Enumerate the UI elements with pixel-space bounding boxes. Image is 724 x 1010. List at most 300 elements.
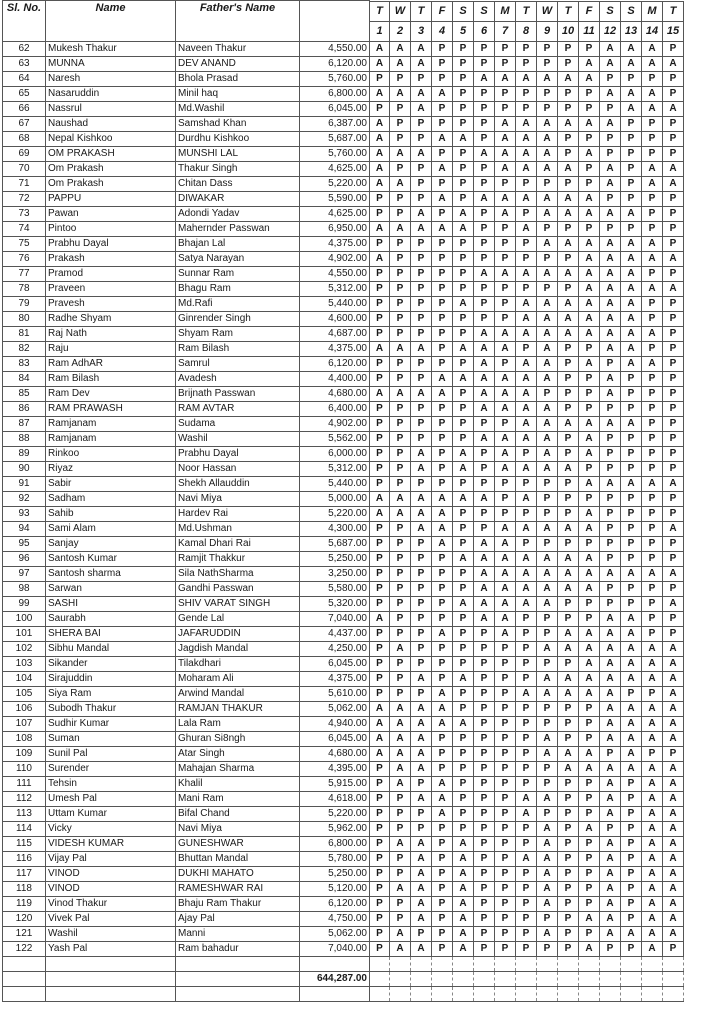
- attendance-cell: P: [370, 461, 390, 476]
- attendance-cell: A: [663, 101, 684, 116]
- attendance-cell: P: [370, 101, 390, 116]
- attendance-cell: A: [600, 791, 621, 806]
- amount-cell: 5,590.00: [300, 191, 370, 206]
- name-cell: PAPPU: [46, 191, 176, 206]
- attendance-cell: A: [516, 311, 537, 326]
- attendance-cell: A: [663, 56, 684, 71]
- table-row: [3, 671, 684, 686]
- table-row: [3, 611, 684, 626]
- name-cell: Prakash: [46, 251, 176, 266]
- amount-cell: 6,045.00: [300, 656, 370, 671]
- name-cell: Pravesh: [46, 296, 176, 311]
- attendance-cell: P: [495, 686, 516, 701]
- attendance-cell: P: [474, 881, 495, 896]
- attendance-cell: P: [453, 56, 474, 71]
- attendance-cell: P: [453, 431, 474, 446]
- name-cell: Naushad: [46, 116, 176, 131]
- weekday-header: W: [537, 1, 558, 21]
- attendance-cell: P: [390, 911, 411, 926]
- attendance-cell: A: [537, 71, 558, 86]
- amount-cell: 5,312.00: [300, 281, 370, 296]
- attendance-cell: P: [642, 611, 663, 626]
- attendance-cell: P: [558, 776, 579, 791]
- attendance-cell: P: [370, 521, 390, 536]
- table-row: [3, 431, 684, 446]
- attendance-cell: P: [621, 941, 642, 956]
- attendance-cell: P: [663, 626, 684, 641]
- attendance-cell: P: [474, 716, 495, 731]
- name-cell: Surender: [46, 761, 176, 776]
- amount-cell: 4,680.00: [300, 386, 370, 401]
- weekday-header: T: [516, 1, 537, 21]
- attendance-cell: P: [432, 41, 453, 56]
- attendance-cell: P: [558, 731, 579, 746]
- attendance-cell: P: [621, 881, 642, 896]
- father-name-cell: Atar Singh: [176, 746, 300, 761]
- attendance-cell: A: [474, 551, 495, 566]
- attendance-cell: P: [579, 41, 600, 56]
- attendance-cell: A: [411, 101, 432, 116]
- attendance-cell: A: [558, 191, 579, 206]
- name-cell: Sabir: [46, 476, 176, 491]
- attendance-cell: A: [474, 191, 495, 206]
- attendance-cell: P: [453, 386, 474, 401]
- attendance-rows: [3, 41, 684, 956]
- attendance-cell: A: [558, 296, 579, 311]
- father-name-cell: RAMESHWAR RAI: [176, 881, 300, 896]
- attendance-cell: A: [516, 461, 537, 476]
- name-cell: Pintoo: [46, 221, 176, 236]
- attendance-cell: A: [642, 236, 663, 251]
- attendance-cell: A: [495, 266, 516, 281]
- serial-number-cell: 101: [3, 626, 46, 641]
- attendance-cell: A: [537, 671, 558, 686]
- name-cell: OM PRAKASH: [46, 146, 176, 161]
- serial-number-cell: 103: [3, 656, 46, 671]
- attendance-cell: A: [600, 476, 621, 491]
- attendance-cell: A: [579, 686, 600, 701]
- attendance-cell: P: [411, 131, 432, 146]
- day-number-header: 15: [663, 21, 684, 41]
- attendance-cell: A: [621, 716, 642, 731]
- serial-number-cell: 118: [3, 881, 46, 896]
- attendance-cell: P: [370, 791, 390, 806]
- attendance-cell: A: [453, 371, 474, 386]
- attendance-cell: P: [516, 281, 537, 296]
- attendance-cell: A: [411, 761, 432, 776]
- attendance-cell: P: [600, 581, 621, 596]
- attendance-cell: P: [642, 461, 663, 476]
- attendance-cell: A: [453, 881, 474, 896]
- attendance-cell: A: [558, 566, 579, 581]
- attendance-cell: P: [411, 281, 432, 296]
- amount-cell: 5,580.00: [300, 581, 370, 596]
- attendance-cell: A: [579, 56, 600, 71]
- attendance-cell: P: [432, 731, 453, 746]
- name-cell: Ram Dev: [46, 386, 176, 401]
- attendance-cell: P: [642, 686, 663, 701]
- attendance-cell: P: [663, 311, 684, 326]
- attendance-cell: P: [600, 746, 621, 761]
- attendance-cell: P: [390, 806, 411, 821]
- serial-number-cell: 70: [3, 161, 46, 176]
- attendance-cell: P: [432, 461, 453, 476]
- attendance-cell: A: [579, 821, 600, 836]
- attendance-cell: P: [579, 716, 600, 731]
- attendance-cell: P: [453, 686, 474, 701]
- serial-number-cell: 122: [3, 941, 46, 956]
- attendance-cell: A: [642, 641, 663, 656]
- attendance-cell: A: [642, 806, 663, 821]
- attendance-cell: P: [621, 131, 642, 146]
- name-cell: Ram Bilash: [46, 371, 176, 386]
- attendance-cell: A: [432, 191, 453, 206]
- table-row: [3, 776, 684, 791]
- attendance-cell: P: [537, 656, 558, 671]
- attendance-cell: P: [642, 341, 663, 356]
- attendance-cell: P: [495, 641, 516, 656]
- attendance-cell: A: [621, 761, 642, 776]
- attendance-cell: P: [600, 131, 621, 146]
- attendance-cell: A: [516, 596, 537, 611]
- father-name-cell: Sunnar Ram: [176, 266, 300, 281]
- attendance-cell: P: [621, 146, 642, 161]
- attendance-cell: P: [642, 431, 663, 446]
- attendance-cell: A: [579, 236, 600, 251]
- name-cell: Saurabh: [46, 611, 176, 626]
- attendance-cell: A: [411, 491, 432, 506]
- father-name-cell: Adondi Yadav: [176, 206, 300, 221]
- attendance-cell: P: [453, 506, 474, 521]
- attendance-cell: A: [537, 416, 558, 431]
- attendance-cell: P: [411, 536, 432, 551]
- table-row: [3, 341, 684, 356]
- amount-cell: 4,902.00: [300, 416, 370, 431]
- attendance-cell: A: [558, 461, 579, 476]
- attendance-cell: A: [642, 701, 663, 716]
- attendance-cell: P: [621, 581, 642, 596]
- attendance-cell: P: [411, 176, 432, 191]
- attendance-cell: P: [370, 536, 390, 551]
- father-name-cell: Thakur Singh: [176, 161, 300, 176]
- attendance-cell: A: [474, 581, 495, 596]
- attendance-cell: P: [411, 476, 432, 491]
- table-row: [3, 281, 684, 296]
- table-row: [3, 656, 684, 671]
- attendance-cell: A: [537, 566, 558, 581]
- attendance-cell: A: [537, 266, 558, 281]
- attendance-cell: P: [453, 281, 474, 296]
- attendance-cell: A: [642, 731, 663, 746]
- attendance-cell: P: [370, 446, 390, 461]
- attendance-cell: P: [642, 311, 663, 326]
- table-row: [3, 356, 684, 371]
- attendance-cell: P: [474, 791, 495, 806]
- attendance-cell: P: [642, 266, 663, 281]
- attendance-cell: P: [663, 941, 684, 956]
- attendance-cell: A: [411, 746, 432, 761]
- name-cell: Sudhir Kumar: [46, 716, 176, 731]
- table-row: [3, 476, 684, 491]
- attendance-cell: A: [370, 131, 390, 146]
- attendance-cell: P: [663, 146, 684, 161]
- attendance-cell: P: [579, 851, 600, 866]
- serial-number-cell: 115: [3, 836, 46, 851]
- attendance-cell: P: [390, 671, 411, 686]
- attendance-cell: A: [663, 821, 684, 836]
- table-row: [3, 71, 684, 86]
- attendance-cell: P: [432, 71, 453, 86]
- serial-number-cell: 84: [3, 371, 46, 386]
- attendance-cell: A: [495, 146, 516, 161]
- attendance-cell: P: [537, 86, 558, 101]
- day-number-header: 10: [558, 21, 579, 41]
- attendance-cell: P: [411, 641, 432, 656]
- attendance-cell: P: [642, 521, 663, 536]
- attendance-cell: P: [370, 371, 390, 386]
- attendance-cell: A: [579, 266, 600, 281]
- attendance-cell: P: [516, 701, 537, 716]
- father-name-cell: Navi Miya: [176, 821, 300, 836]
- attendance-cell: P: [411, 251, 432, 266]
- attendance-cell: P: [474, 251, 495, 266]
- attendance-cell: A: [411, 941, 432, 956]
- attendance-cell: A: [495, 386, 516, 401]
- attendance-cell: P: [642, 626, 663, 641]
- attendance-cell: A: [370, 716, 390, 731]
- attendance-cell: A: [642, 41, 663, 56]
- name-cell: Santosh sharma: [46, 566, 176, 581]
- attendance-cell: P: [390, 371, 411, 386]
- attendance-cell: P: [390, 461, 411, 476]
- attendance-cell: P: [621, 551, 642, 566]
- name-cell: Nassrul: [46, 101, 176, 116]
- attendance-cell: P: [432, 356, 453, 371]
- father-name-cell: Gandhi Passwan: [176, 581, 300, 596]
- attendance-cell: P: [621, 176, 642, 191]
- attendance-cell: A: [579, 71, 600, 86]
- weekday-header: F: [432, 1, 453, 21]
- attendance-cell: P: [621, 521, 642, 536]
- attendance-cell: P: [537, 251, 558, 266]
- attendance-cell: P: [579, 611, 600, 626]
- attendance-cell: P: [642, 446, 663, 461]
- attendance-cell: P: [516, 896, 537, 911]
- attendance-cell: A: [516, 326, 537, 341]
- attendance-cell: A: [537, 821, 558, 836]
- father-name-cell: Bhagu Ram: [176, 281, 300, 296]
- attendance-cell: P: [642, 296, 663, 311]
- attendance-cell: A: [600, 761, 621, 776]
- attendance-cell: A: [432, 776, 453, 791]
- attendance-cell: P: [558, 806, 579, 821]
- attendance-cell: P: [495, 251, 516, 266]
- attendance-cell: A: [537, 326, 558, 341]
- name-header: Name: [46, 1, 176, 42]
- attendance-cell: P: [495, 416, 516, 431]
- attendance-cell: P: [558, 356, 579, 371]
- attendance-cell: P: [600, 521, 621, 536]
- father-name-cell: Mahajan Sharma: [176, 761, 300, 776]
- attendance-cell: A: [432, 161, 453, 176]
- attendance-cell: A: [516, 131, 537, 146]
- attendance-cell: P: [516, 236, 537, 251]
- serial-number-cell: 93: [3, 506, 46, 521]
- attendance-cell: A: [558, 416, 579, 431]
- serial-number-cell: 92: [3, 491, 46, 506]
- attendance-cell: A: [600, 611, 621, 626]
- attendance-cell: P: [370, 356, 390, 371]
- attendance-cell: P: [453, 416, 474, 431]
- attendance-cell: P: [642, 596, 663, 611]
- name-cell: Sami Alam: [46, 521, 176, 536]
- amount-cell: 4,618.00: [300, 791, 370, 806]
- father-name-cell: Brijnath Passwan: [176, 386, 300, 401]
- attendance-cell: A: [411, 701, 432, 716]
- attendance-cell: P: [621, 596, 642, 611]
- amount-cell: 4,400.00: [300, 371, 370, 386]
- father-name-cell: Washil: [176, 431, 300, 446]
- attendance-cell: A: [432, 806, 453, 821]
- attendance-cell: P: [474, 896, 495, 911]
- attendance-cell: P: [663, 41, 684, 56]
- name-cell: Sanjay: [46, 536, 176, 551]
- attendance-cell: A: [621, 566, 642, 581]
- name-cell: Yash Pal: [46, 941, 176, 956]
- father-name-cell: Md.Ushman: [176, 521, 300, 536]
- father-name-cell: Md.Washil: [176, 101, 300, 116]
- attendance-cell: A: [495, 206, 516, 221]
- attendance-cell: P: [600, 101, 621, 116]
- attendance-cell: A: [474, 401, 495, 416]
- attendance-cell: P: [579, 806, 600, 821]
- attendance-cell: A: [558, 671, 579, 686]
- attendance-cell: P: [663, 446, 684, 461]
- attendance-cell: P: [411, 371, 432, 386]
- attendance-cell: P: [663, 491, 684, 506]
- attendance-cell: P: [411, 356, 432, 371]
- attendance-cell: P: [600, 596, 621, 611]
- attendance-cell: P: [432, 866, 453, 881]
- attendance-cell: P: [390, 281, 411, 296]
- attendance-cell: P: [390, 431, 411, 446]
- attendance-cell: A: [432, 86, 453, 101]
- attendance-cell: P: [537, 491, 558, 506]
- attendance-cell: P: [663, 536, 684, 551]
- attendance-cell: A: [663, 761, 684, 776]
- attendance-cell: P: [621, 71, 642, 86]
- attendance-cell: A: [537, 236, 558, 251]
- attendance-cell: A: [600, 326, 621, 341]
- attendance-cell: A: [621, 326, 642, 341]
- amount-cell: 5,440.00: [300, 296, 370, 311]
- attendance-cell: A: [453, 941, 474, 956]
- attendance-cell: A: [579, 911, 600, 926]
- attendance-cell: A: [663, 686, 684, 701]
- attendance-cell: A: [600, 926, 621, 941]
- attendance-cell: A: [537, 296, 558, 311]
- table-row: [3, 401, 684, 416]
- attendance-cell: A: [390, 731, 411, 746]
- table-row: [3, 521, 684, 536]
- father-name-cell: Manni: [176, 926, 300, 941]
- father-name-cell: Durdhu Kishkoo: [176, 131, 300, 146]
- weekday-header: S: [453, 1, 474, 21]
- attendance-cell: P: [516, 671, 537, 686]
- attendance-cell: P: [600, 146, 621, 161]
- attendance-cell: A: [453, 836, 474, 851]
- attendance-cell: A: [642, 911, 663, 926]
- attendance-cell: P: [411, 776, 432, 791]
- attendance-cell: A: [495, 116, 516, 131]
- attendance-cell: P: [370, 236, 390, 251]
- father-name-cell: GUNESHWAR: [176, 836, 300, 851]
- amount-cell: 4,300.00: [300, 521, 370, 536]
- day-number-header: 3: [411, 21, 432, 41]
- name-cell: Praveen: [46, 281, 176, 296]
- attendance-cell: A: [600, 626, 621, 641]
- attendance-cell: P: [370, 431, 390, 446]
- attendance-cell: A: [600, 296, 621, 311]
- serial-number-cell: 107: [3, 716, 46, 731]
- attendance-cell: P: [370, 656, 390, 671]
- attendance-cell: P: [495, 101, 516, 116]
- attendance-cell: P: [558, 131, 579, 146]
- attendance-cell: P: [663, 461, 684, 476]
- attendance-cell: P: [663, 356, 684, 371]
- attendance-cell: P: [453, 236, 474, 251]
- attendance-cell: P: [453, 731, 474, 746]
- serial-number-cell: 90: [3, 461, 46, 476]
- attendance-cell: P: [390, 521, 411, 536]
- serial-number-cell: 75: [3, 236, 46, 251]
- attendance-cell: P: [537, 41, 558, 56]
- attendance-cell: P: [474, 311, 495, 326]
- attendance-cell: A: [411, 836, 432, 851]
- attendance-cell: A: [370, 56, 390, 71]
- father-name-cell: DEV ANAND: [176, 56, 300, 71]
- attendance-cell: P: [558, 251, 579, 266]
- attendance-cell: A: [432, 386, 453, 401]
- attendance-cell: P: [495, 836, 516, 851]
- attendance-cell: P: [663, 326, 684, 341]
- name-cell: SHERA BAI: [46, 626, 176, 641]
- attendance-cell: A: [558, 116, 579, 131]
- attendance-cell: A: [474, 566, 495, 581]
- attendance-cell: A: [600, 56, 621, 71]
- attendance-cell: A: [663, 731, 684, 746]
- attendance-cell: P: [411, 656, 432, 671]
- attendance-cell: P: [642, 116, 663, 131]
- attendance-cell: A: [537, 341, 558, 356]
- name-cell: Radhe Shyam: [46, 311, 176, 326]
- serial-number-cell: 105: [3, 686, 46, 701]
- father-name-cell: Moharam Ali: [176, 671, 300, 686]
- name-cell: Pramod: [46, 266, 176, 281]
- name-cell: Sahib: [46, 506, 176, 521]
- attendance-cell: P: [495, 746, 516, 761]
- attendance-cell: P: [453, 146, 474, 161]
- attendance-cell: A: [411, 896, 432, 911]
- attendance-cell: P: [453, 641, 474, 656]
- amount-cell: 5,687.00: [300, 131, 370, 146]
- attendance-cell: A: [516, 356, 537, 371]
- attendance-cell: P: [579, 161, 600, 176]
- amount-cell: 6,045.00: [300, 731, 370, 746]
- father-name-cell: Satya Narayan: [176, 251, 300, 266]
- table-row: [3, 866, 684, 881]
- weekday-header: M: [495, 1, 516, 21]
